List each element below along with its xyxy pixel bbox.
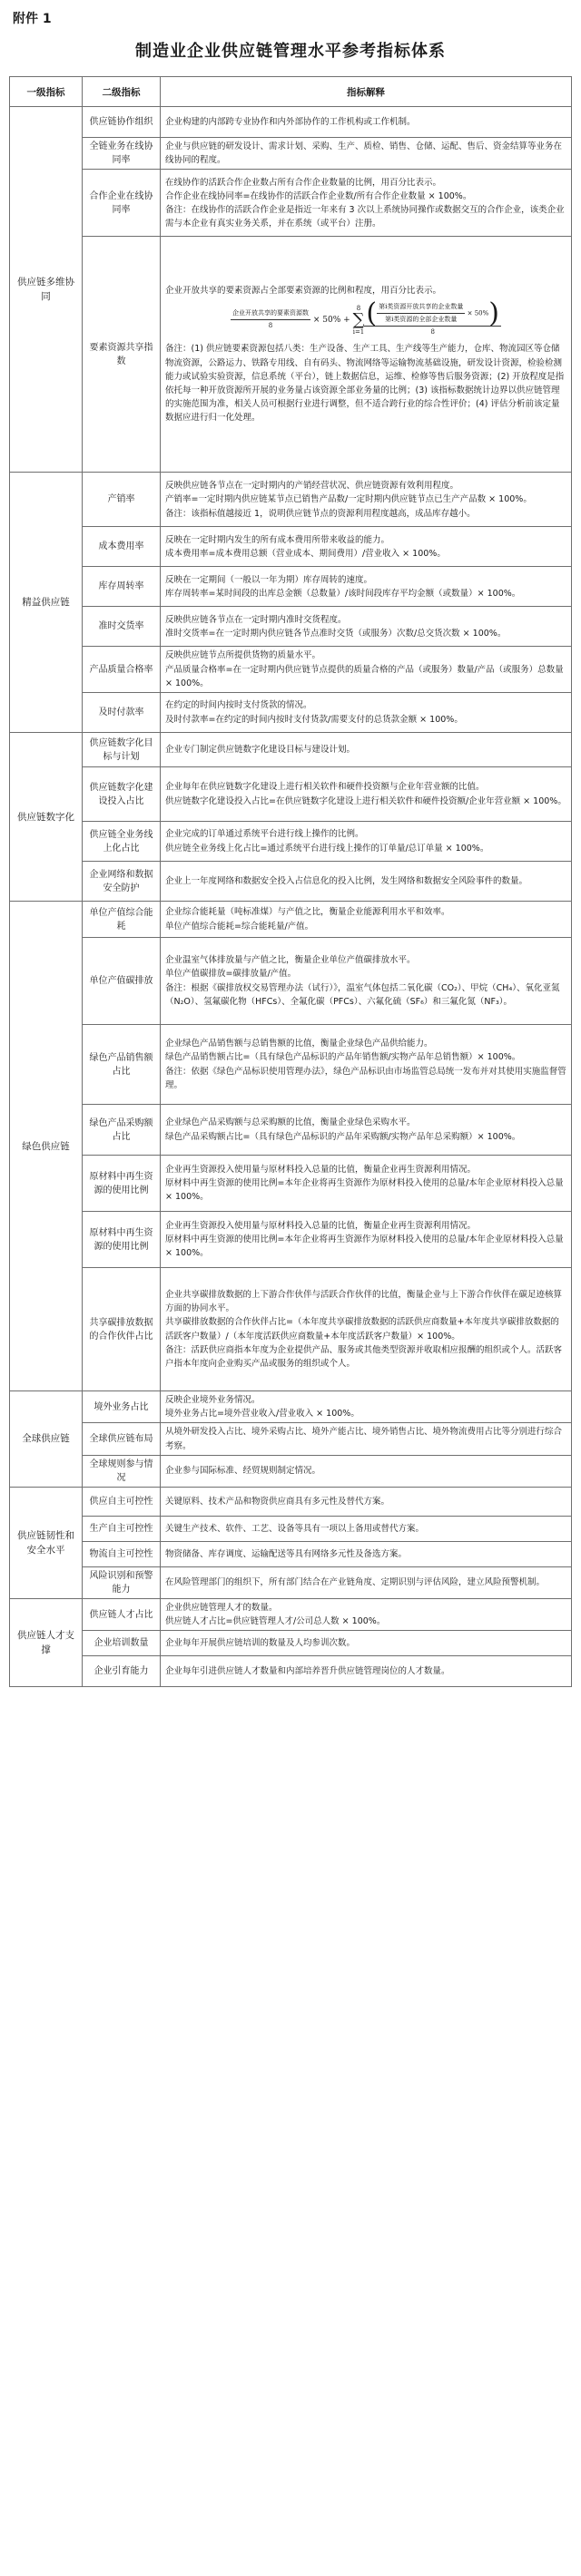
level1-indicator: 供应链韧性和安全水平 bbox=[10, 1487, 83, 1598]
formula-num-1: 企业开放共享的要素资源数 bbox=[231, 307, 310, 320]
indicator-explanation bbox=[161, 1423, 572, 1455]
indicator-explanation bbox=[161, 1268, 572, 1391]
table-row bbox=[10, 1268, 572, 1391]
explanation-line: 企业再生资源投入使用量与原材料投入总量的比值，衡量企业再生资源利用情况。 bbox=[165, 1220, 477, 1231]
table-row bbox=[10, 107, 572, 138]
explanation-line: 库存周转率=某时间段的出库总金额（总数量）/该时间段库存平均金额（或数量）× 100%。 bbox=[165, 588, 521, 599]
table-row bbox=[10, 862, 572, 902]
explanation-line: 企业参与国际标准、经贸规则制定情况。 bbox=[165, 1466, 321, 1477]
explanation-line: 原材料中再生资源的使用比例=本年企业将再生资源作为原材料投入使用的总量/本年企业原材料投入总量 × 100%。 bbox=[165, 1177, 564, 1203]
indicator-explanation bbox=[161, 1391, 572, 1423]
formula-den-1: 8 bbox=[268, 322, 273, 330]
table-row bbox=[10, 473, 572, 527]
explanation-line: 合作企业在线协同率=在线协作的活跃合作企业数/所有合作企业数量 × 100%。 bbox=[165, 190, 472, 201]
level2-indicator: 单位产值综合能耗 bbox=[83, 902, 161, 938]
explanation-line: 企业每年在供应链数字化建设上进行相关软件和硬件投资额与企业年营业额的比值。 bbox=[165, 782, 485, 793]
level2-indicator: 供应自主可控性 bbox=[83, 1487, 161, 1516]
attachment-label: 附件 1 bbox=[13, 12, 52, 26]
explanation-line: 备注：根据《碳排放权交易管理办法（试行）》，温室气体包括二氧化碳（CO₂）、甲烷（CH₄）、氧化亚氮（N₂O）、氢氟碳化物（HFCs）、全氟化碳（PFCs）、六氟化硫（SF₆）和三氟化氮（NF₃）。 bbox=[165, 982, 560, 1007]
table-row bbox=[10, 237, 572, 473]
explanation-line: 企业专门制定供应链数字化建设目标与建设计划。 bbox=[165, 744, 356, 755]
inner-mul: × 50% bbox=[467, 309, 489, 317]
indicator-explanation bbox=[161, 107, 572, 138]
indicator-explanation bbox=[161, 138, 572, 170]
indicator-explanation bbox=[161, 607, 572, 647]
level2-indicator: 企业网络和数据安全防护 bbox=[83, 862, 161, 902]
level2-indicator: 企业培训数量 bbox=[83, 1631, 161, 1656]
explanation-line: 反映供应链各节点在一定时期内的产销经营状况、供应链资源有效利用程度。 bbox=[165, 481, 459, 492]
table-row bbox=[10, 938, 572, 1025]
level2-indicator: 供应链数字化目标与计划 bbox=[83, 733, 161, 767]
indicator-explanation bbox=[161, 767, 572, 822]
explanation-line: 境外业务占比=境外营业收入/营业收入 × 100%。 bbox=[165, 1409, 359, 1420]
indicator-explanation bbox=[161, 1516, 572, 1541]
page-title: 制造业企业供应链管理水平参考指标体系 bbox=[135, 42, 446, 61]
table-row bbox=[10, 1516, 572, 1541]
explanation-line: 及时付款率=在约定的时间内按时支付货款/需要支付的总货款金额 × 100%。 bbox=[165, 714, 463, 725]
explanation-line: 供应链全业务线上化占比=通过系统平台进行线上操作的订单量/总订单量 × 100%。 bbox=[165, 843, 489, 854]
indicator-explanation bbox=[161, 1566, 572, 1598]
indicator-explanation bbox=[161, 1455, 572, 1487]
explanation-line: 单位产值综合能耗=综合能耗量/产值。 bbox=[165, 921, 314, 932]
explanation-line: 备注：该指标值越接近 1，说明供应链节点的资源利用程度越高，成品库存越小。 bbox=[165, 508, 476, 519]
indicator-explanation bbox=[161, 527, 572, 567]
explanation-line: 备注：在线协作的活跃合作企业是指近一年来有 3 次以上系统协同操作或数据交互的合作企业，该类企业需与本企业有真实业务关系，并在系统（或平台）注册。 bbox=[165, 204, 565, 229]
indicator-explanation bbox=[161, 862, 572, 902]
resource-sharing-formula bbox=[165, 298, 566, 338]
table-row bbox=[10, 733, 572, 767]
explanation-line: 成本费用率=成本费用总额（营业成本、期间费用）/营业收入 × 100%。 bbox=[165, 548, 446, 559]
table-row bbox=[10, 1566, 572, 1598]
table-row bbox=[10, 693, 572, 733]
level2-indicator: 供应链协作组织 bbox=[83, 107, 161, 138]
level2-indicator: 共享碳排放数据的合作伙伴占比 bbox=[83, 1268, 161, 1391]
table-row bbox=[10, 1487, 572, 1516]
explanation-line: 产品质量合格率=在一定时期内供应链节点提供的质量合格的产品（或服务）数量/产品（或服务）总数量 × 100%。 bbox=[165, 664, 564, 688]
indicator-explanation bbox=[161, 733, 572, 767]
indicator-explanation bbox=[161, 473, 572, 527]
level2-indicator: 单位产值碳排放 bbox=[83, 938, 161, 1025]
level2-indicator: 产销率 bbox=[83, 473, 161, 527]
table-row bbox=[10, 138, 572, 170]
table-row bbox=[10, 607, 572, 647]
table-row bbox=[10, 822, 572, 862]
explanation-line: 备注：活跃供应商指本年度为企业提供产品、服务或其他类型资源并收取相应报酬的组织或个人。活跃客户指本年度向企业购买产品或服务的组织或个人。 bbox=[165, 1344, 563, 1369]
indicator-explanation bbox=[161, 693, 572, 733]
level2-indicator: 准时交货率 bbox=[83, 607, 161, 647]
explanation-line: 准时交货率=在一定时期内供应链各节点准时交货（或服务）次数/总交货次数 × 100%。 bbox=[165, 628, 507, 639]
table-row bbox=[10, 1156, 572, 1212]
explanation-line: 企业完成的订单通过系统平台进行线上操作的比例。 bbox=[165, 829, 364, 840]
table-row bbox=[10, 1025, 572, 1105]
sum-top: 8 bbox=[356, 304, 361, 312]
explanation-line: 物资储备、库存调度、运输配送等具有网络多元性及备选方案。 bbox=[165, 1548, 408, 1559]
table-row bbox=[10, 1598, 572, 1630]
level2-indicator: 要素资源共享指数 bbox=[83, 237, 161, 473]
explanation-line: 供应链数字化建设投入占比=在供应链数字化建设上进行相关软件和硬件投资额/企业年营业额 × 100%。 bbox=[165, 795, 566, 806]
explanation-line: 企业温室气体排放量与产值之比，衡量企业单位产值碳排放水平。 bbox=[165, 955, 416, 966]
explanation-line: 企业与供应链的研发设计、需求计划、采购、生产、质检、销售、仓储、运配、售后、资金结算等业务在线协同的程度。 bbox=[165, 141, 563, 166]
inner-num: 第i类资源开放共享的企业数量 bbox=[377, 301, 465, 314]
indicator-explanation bbox=[161, 938, 572, 1025]
table-row bbox=[10, 527, 572, 567]
level2-indicator: 供应链数字化建设投入占比 bbox=[83, 767, 161, 822]
explanation-line: 从境外研发投入占比、境外采购占比、境外产能占比、境外销售占比、境外物流费用占比等分别进行综合考察。 bbox=[165, 1427, 563, 1451]
level2-indicator: 原材料中再生资源的使用比例 bbox=[83, 1212, 161, 1268]
table-row bbox=[10, 767, 572, 822]
explanation-line: 关键生产技术、软件、工艺、设备等具有一项以上备用或替代方案。 bbox=[165, 1523, 425, 1534]
explanation-line: 企业每年开展供应链培训的数量及人均参训次数。 bbox=[165, 1638, 356, 1649]
indicator-explanation bbox=[161, 1656, 572, 1687]
level2-indicator: 绿色产品采购额占比 bbox=[83, 1105, 161, 1156]
table-row bbox=[10, 1541, 572, 1566]
explanation-line: 企业共享碳排放数据的上下游合作伙伴与活跃合作伙伴的比值，衡量企业与上下游合作伙伴在碳足迹核算方面的协同水平。 bbox=[165, 1289, 563, 1314]
explanation-line: 企业构建的内部跨专业协作和内外部协作的工作机构或工作机制。 bbox=[165, 116, 416, 127]
level1-indicator: 供应链数字化 bbox=[10, 733, 83, 902]
level2-indicator: 物流自主可控性 bbox=[83, 1541, 161, 1566]
level2-indicator: 合作企业在线协同率 bbox=[83, 170, 161, 237]
level2-indicator: 企业引育能力 bbox=[83, 1656, 161, 1687]
table-row bbox=[10, 1423, 572, 1455]
explanation-line: 绿色产品采购额占比=（具有绿色产品标识的产品年采购额/实物产品年总采购额）× 100%。 bbox=[165, 1131, 521, 1142]
explanation-line: 共享碳排放数据的合作伙伴占比=（本年度共享碳排放数据的活跃供应商数量+本年度共享碳排放数据的活跃客户数量）/（本年度活跃供应商数量+本年度活跃客户数量）× 100%。 bbox=[165, 1317, 559, 1342]
indicator-explanation bbox=[161, 1156, 572, 1212]
explanation-line: 企业绿色产品销售额与总销售额的比值，衡量企业绿色产品供给能力。 bbox=[165, 1039, 433, 1049]
table-row bbox=[10, 1656, 572, 1687]
level2-indicator: 风险识别和预警能力 bbox=[83, 1566, 161, 1598]
explanation-line: 反映供应链各节点在一定时期内准时交货程度。 bbox=[165, 614, 347, 625]
table-row bbox=[10, 567, 572, 607]
indicator-explanation bbox=[161, 1212, 572, 1268]
level2-indicator: 供应链人才占比 bbox=[83, 1598, 161, 1630]
level2-indicator: 供应链全业务线上化占比 bbox=[83, 822, 161, 862]
indicator-explanation bbox=[161, 1025, 572, 1105]
explanation-line: 企业开放共享的要素资源占全部要素资源的比例和程度，用百分比表示。 bbox=[165, 286, 442, 297]
table-row bbox=[10, 1631, 572, 1656]
level1-indicator: 精益供应链 bbox=[10, 473, 83, 733]
table-row bbox=[10, 902, 572, 938]
level1-indicator: 供应链人才支撑 bbox=[10, 1598, 83, 1686]
level2-indicator: 产品质量合格率 bbox=[83, 647, 161, 693]
indicator-explanation bbox=[161, 1631, 572, 1656]
table-row bbox=[10, 1105, 572, 1156]
level1-indicator: 全球供应链 bbox=[10, 1391, 83, 1488]
table-row bbox=[10, 1455, 572, 1487]
explanation-line: 企业上一年度网络和数据安全投入占信息化的投入比例，发生网络和数据安全风险事件的数量。 bbox=[165, 875, 528, 886]
inner-den: 第i类资源的全部企业数量 bbox=[385, 316, 458, 324]
explanation-line: 关键原料、技术产品和物资供应商具有多元性及替代方案。 bbox=[165, 1496, 390, 1507]
explanation-line: 企业再生资源投入使用量与原材料投入总量的比值，衡量企业再生资源利用情况。 bbox=[165, 1164, 477, 1175]
level2-indicator: 库存周转率 bbox=[83, 567, 161, 607]
explanation-line: 原材料中再生资源的使用比例=本年企业将再生资源作为原材料投入使用的总量/本年企业原材料投入总量 × 100%。 bbox=[165, 1234, 564, 1259]
explanation-line: 供应链人才占比=供应链管理人才/公司总人数 × 100%。 bbox=[165, 1616, 386, 1627]
explanation-line: 企业每年引进供应链人才数量和内部培养晋升供应链管理岗位的人才数量。 bbox=[165, 1666, 450, 1677]
explanation-line: 备注：依据《绿色产品标识使用管理办法》，绿色产品标识由市场监管总局统一发布并对其使用实施监督管理。 bbox=[165, 1066, 566, 1090]
explanation-line: 单位产值碳排放=碳排放量/产值。 bbox=[165, 969, 297, 980]
header-level2: 二级指标 bbox=[83, 77, 161, 107]
table-body bbox=[10, 107, 572, 1687]
indicator-explanation bbox=[161, 567, 572, 607]
indicator-explanation bbox=[161, 1487, 572, 1516]
indicator-explanation bbox=[161, 1598, 572, 1630]
explanation-line: 企业综合能耗量（吨标准煤）与产值之比，衡量企业能源利用水平和效率。 bbox=[165, 907, 450, 918]
indicator-explanation bbox=[161, 902, 572, 938]
header-explanation: 指标解释 bbox=[161, 77, 572, 107]
header-level1: 一级指标 bbox=[10, 77, 83, 107]
level2-indicator: 全链业务在线协同率 bbox=[83, 138, 161, 170]
formula-den-2: 8 bbox=[430, 328, 435, 337]
explanation-line: 企业绿色产品采购额与总采购额的比值，衡量企业绿色采购水平。 bbox=[165, 1117, 416, 1128]
level1-indicator: 供应链多维协同 bbox=[10, 107, 83, 473]
level1-indicator: 绿色供应链 bbox=[10, 902, 83, 1391]
table-row bbox=[10, 1212, 572, 1268]
explanation-line: 在约定的时间内按时支付货款的情况。 bbox=[165, 700, 312, 711]
explanation-line: 反映企业境外业务情况。 bbox=[165, 1395, 261, 1406]
level2-indicator: 生产自主可控性 bbox=[83, 1516, 161, 1541]
table-header-row bbox=[10, 77, 572, 107]
formula-fraction-2: ( $\frac{\text{第i类资源开放共享的企业数量}}{\text{第i类资源的全部企业数量}}$ × 50%) 8 bbox=[364, 301, 501, 338]
level2-indicator: 绿色产品销售额占比 bbox=[83, 1025, 161, 1105]
level2-indicator: 成本费用率 bbox=[83, 527, 161, 567]
indicator-explanation bbox=[161, 1541, 572, 1566]
level2-indicator: 全球规则参与情况 bbox=[83, 1455, 161, 1487]
formula-mid: × 50% + bbox=[312, 316, 350, 326]
indicator-explanation bbox=[161, 647, 572, 693]
level2-indicator: 原材料中再生资源的使用比例 bbox=[83, 1156, 161, 1212]
sigma-icon: 8 ∑ i=1 bbox=[352, 304, 365, 336]
explanation-line: 产销率=一定时期内供应链某节点已销售产品数/一定时期内供应链节点已生产产品数 × 100%。 bbox=[165, 494, 532, 505]
explanation-line: 反映供应链节点所提供货物的质量水平。 bbox=[165, 650, 321, 661]
explanation-line: 在风险管理部门的组织下，所有部门结合在产业链角度、定期识别与评估风险，建立风险预警机制。 bbox=[165, 1577, 546, 1588]
formula-fraction-1 bbox=[231, 307, 310, 332]
level2-indicator: 全球供应链布局 bbox=[83, 1423, 161, 1455]
explanation-line: 在线协作的活跃合作企业数占所有合作企业数量的比例，用百分比表示。 bbox=[165, 177, 442, 188]
indicator-explanation bbox=[161, 822, 572, 862]
explanation-line: 备注：(1) 供应链要素资源包括八类：生产设备、生产工具、生产线等生产能力，仓库、物流园区等仓储物流资源，公路运力、铁路专用线、自有码头、物流网络等运输物流基础设施，研发设计资源，检验检测能力或试验实验资源，信息系统（平台），链上数据信息，运维、检修等售后服务资源；(2) 开放程度是指依托每一种开放资源所开展的业务量占该资源全部业务量的比例；(3) 该指标数据统计边界以供应链管理的实施范围为准，相关人员可根据行业进行调整，但不适合跨行业的综合性评价；(4) 评估分析前该定量数据应进行归一化处理。 bbox=[165, 344, 565, 424]
table-row bbox=[10, 170, 572, 237]
indicator-explanation bbox=[161, 170, 572, 237]
explanation-line: 反映在一定时期内发生的所有成本费用所带来收益的能力。 bbox=[165, 534, 390, 545]
explanation-line: 反映在一定期间（一般以一年为期）库存周转的速度。 bbox=[165, 574, 373, 585]
level2-indicator: 境外业务占比 bbox=[83, 1391, 161, 1423]
indicator-explanation bbox=[161, 1105, 572, 1156]
sum-bottom: i=1 bbox=[352, 327, 365, 336]
indicator-table bbox=[9, 76, 572, 1687]
explanation-line: 企业供应链管理人才的数量。 bbox=[165, 1602, 278, 1613]
indicator-explanation bbox=[161, 237, 572, 473]
level2-indicator: 及时付款率 bbox=[83, 693, 161, 733]
table-row bbox=[10, 647, 572, 693]
table-row bbox=[10, 1391, 572, 1423]
explanation-line: 绿色产品销售额占比=（具有绿色产品标识的产品年销售额/实物产品年总销售额）× 100%。 bbox=[165, 1052, 521, 1063]
